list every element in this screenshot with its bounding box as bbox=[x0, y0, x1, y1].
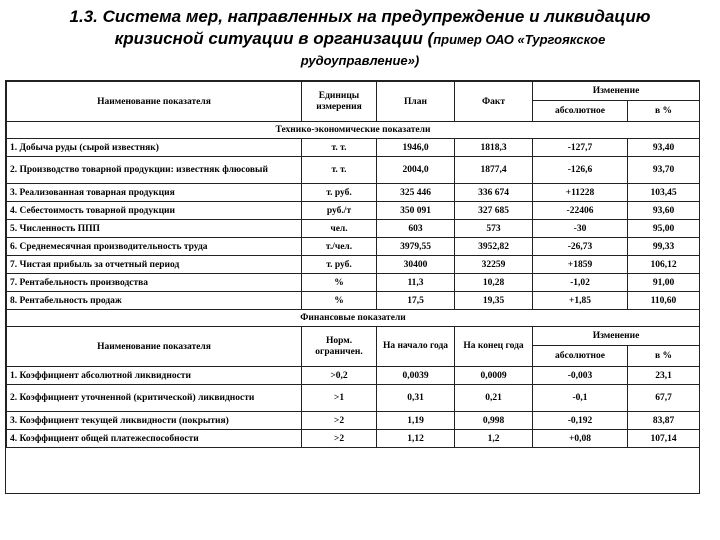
t2-cell-end: 0,21 bbox=[455, 385, 533, 412]
t2-header-end: На конец года bbox=[455, 327, 533, 367]
t1-cell-pct: 93,40 bbox=[628, 139, 700, 157]
t2-section-title: Финансовые показатели bbox=[7, 310, 700, 327]
t1-cell-unit: т. т. bbox=[302, 157, 377, 184]
t1-cell-pct: 93,70 bbox=[628, 157, 700, 184]
t1-row bbox=[7, 238, 700, 256]
t1-cell-fact: 19,35 bbox=[455, 292, 533, 310]
t1-cell-fact: 1818,3 bbox=[455, 139, 533, 157]
t2-cell-start: 1,12 bbox=[377, 430, 455, 448]
t1-cell-unit: т. руб. bbox=[302, 256, 377, 274]
t2-row bbox=[7, 367, 700, 385]
t1-row bbox=[7, 256, 700, 274]
t1-cell-abs: -126,6 bbox=[533, 157, 628, 184]
t2-cell-pct: 107,14 bbox=[628, 430, 700, 448]
indicators-table-sheet bbox=[5, 80, 700, 494]
t2-body bbox=[7, 367, 700, 448]
title-line-2-sub: пример ОАО «Тургоякское bbox=[433, 32, 606, 47]
t1-cell-fact: 327 685 bbox=[455, 202, 533, 220]
title-line-2 bbox=[0, 28, 720, 51]
t2-cell-limit: >2 bbox=[302, 430, 377, 448]
t1-cell-name: 5. Численность ППП bbox=[7, 220, 302, 238]
t1-row bbox=[7, 202, 700, 220]
t1-cell-unit: т./чел. bbox=[302, 238, 377, 256]
t2-cell-name: 1. Коэффициент абсолютной ликвидности bbox=[7, 367, 302, 385]
t1-cell-name: 4. Себестоимость товарной продукции bbox=[7, 202, 302, 220]
t1-cell-abs: -127,7 bbox=[533, 139, 628, 157]
t1-cell-abs: -1,02 bbox=[533, 274, 628, 292]
t2-cell-start: 0,0039 bbox=[377, 367, 455, 385]
t1-header-pct: в % bbox=[628, 101, 700, 122]
t1-cell-name: 1. Добыча руды (сырой известняк) bbox=[7, 139, 302, 157]
t2-cell-pct: 67,7 bbox=[628, 385, 700, 412]
t1-cell-plan: 11,3 bbox=[377, 274, 455, 292]
t2-cell-abs: -0,003 bbox=[533, 367, 628, 385]
t1-cell-fact: 32259 bbox=[455, 256, 533, 274]
t1-row bbox=[7, 220, 700, 238]
t1-cell-name: 3. Реализованная товарная продукция bbox=[7, 184, 302, 202]
t1-cell-name: 6. Среднемесячная производительность труда bbox=[7, 238, 302, 256]
t1-row bbox=[7, 184, 700, 202]
t1-cell-name: 7. Чистая прибыль за отчетный период bbox=[7, 256, 302, 274]
t1-cell-abs: +11228 bbox=[533, 184, 628, 202]
t1-header-unit: Единицы измерения bbox=[302, 82, 377, 122]
t1-row bbox=[7, 274, 700, 292]
t1-cell-fact: 573 bbox=[455, 220, 533, 238]
t1-cell-pct: 110,60 bbox=[628, 292, 700, 310]
t1-cell-pct: 106,12 bbox=[628, 256, 700, 274]
t1-header-abs: абсолютное bbox=[533, 101, 628, 122]
t2-cell-end: 0,0009 bbox=[455, 367, 533, 385]
slide-title bbox=[0, 6, 720, 71]
t2-header-change: Изменение bbox=[533, 327, 700, 346]
t1-row bbox=[7, 139, 700, 157]
t2-cell-pct: 83,87 bbox=[628, 412, 700, 430]
t1-cell-pct: 95,00 bbox=[628, 220, 700, 238]
title-line-1: 1.3. Система мер, направленных на предупреждение и ликвидацию bbox=[69, 7, 651, 26]
t1-cell-abs: -22406 bbox=[533, 202, 628, 220]
t1-cell-fact: 3952,82 bbox=[455, 238, 533, 256]
t1-header-name: Наименование показателя bbox=[7, 82, 302, 122]
t2-cell-name: 3. Коэффициент текущей ликвидности (покрытия) bbox=[7, 412, 302, 430]
t1-cell-plan: 17,5 bbox=[377, 292, 455, 310]
t2-header-limit: Норм. ограничен. bbox=[302, 327, 377, 367]
t2-header-start: На начало года bbox=[377, 327, 455, 367]
indicators-table bbox=[6, 81, 700, 448]
t2-header-pct: в % bbox=[628, 346, 700, 367]
t1-cell-unit: % bbox=[302, 292, 377, 310]
title-line-3: рудоуправление») bbox=[300, 53, 420, 68]
t1-cell-pct: 99,33 bbox=[628, 238, 700, 256]
title-line-2-main: кризисной ситуации в организации ( bbox=[114, 29, 434, 48]
t1-cell-plan: 325 446 bbox=[377, 184, 455, 202]
t2-cell-name: 4. Коэффициент общей платежеспособности bbox=[7, 430, 302, 448]
t1-cell-abs: -30 bbox=[533, 220, 628, 238]
t1-cell-abs: -26,73 bbox=[533, 238, 628, 256]
t2-cell-start: 1,19 bbox=[377, 412, 455, 430]
t1-section-title: Технико-экономические показатели bbox=[7, 122, 700, 139]
t1-header-fact: Факт bbox=[455, 82, 533, 122]
t1-row bbox=[7, 292, 700, 310]
t2-row bbox=[7, 385, 700, 412]
t2-cell-pct: 23,1 bbox=[628, 367, 700, 385]
t2-cell-limit: >0,2 bbox=[302, 367, 377, 385]
t1-row bbox=[7, 157, 700, 184]
t1-cell-unit: % bbox=[302, 274, 377, 292]
t1-cell-plan: 2004,0 bbox=[377, 157, 455, 184]
t1-cell-name: 7. Рентабельность производства bbox=[7, 274, 302, 292]
t1-cell-plan: 30400 bbox=[377, 256, 455, 274]
t1-cell-unit: руб./т bbox=[302, 202, 377, 220]
t2-header-abs: абсолютное bbox=[533, 346, 628, 367]
t2-cell-name: 2. Коэффициент уточненной (критической) ликвидности bbox=[7, 385, 302, 412]
t1-cell-fact: 1877,4 bbox=[455, 157, 533, 184]
t2-cell-abs: -0,192 bbox=[533, 412, 628, 430]
t2-cell-start: 0,31 bbox=[377, 385, 455, 412]
t2-cell-limit: >2 bbox=[302, 412, 377, 430]
t2-cell-end: 0,998 bbox=[455, 412, 533, 430]
t1-cell-plan: 350 091 bbox=[377, 202, 455, 220]
t1-body bbox=[7, 139, 700, 310]
t1-cell-plan: 3979,55 bbox=[377, 238, 455, 256]
t1-cell-name: 2. Производство товарной продукции: известняк флюсовый bbox=[7, 157, 302, 184]
t1-cell-pct: 93,60 bbox=[628, 202, 700, 220]
t1-cell-plan: 1946,0 bbox=[377, 139, 455, 157]
t1-cell-unit: т. т. bbox=[302, 139, 377, 157]
t2-row bbox=[7, 430, 700, 448]
t1-header-plan: План bbox=[377, 82, 455, 122]
t1-cell-name: 8. Рентабельность продаж bbox=[7, 292, 302, 310]
t2-cell-abs: -0,1 bbox=[533, 385, 628, 412]
t1-header-change: Изменение bbox=[533, 82, 700, 101]
t1-cell-pct: 91,00 bbox=[628, 274, 700, 292]
t1-cell-unit: т. руб. bbox=[302, 184, 377, 202]
t2-cell-abs: +0,08 bbox=[533, 430, 628, 448]
t1-cell-abs: +1859 bbox=[533, 256, 628, 274]
t1-cell-pct: 103,45 bbox=[628, 184, 700, 202]
t2-cell-limit: >1 bbox=[302, 385, 377, 412]
t2-row bbox=[7, 412, 700, 430]
t1-cell-fact: 10,28 bbox=[455, 274, 533, 292]
t1-cell-unit: чел. bbox=[302, 220, 377, 238]
t2-header-name: Наименование показателя bbox=[7, 327, 302, 367]
t1-cell-fact: 336 674 bbox=[455, 184, 533, 202]
t1-cell-abs: +1,85 bbox=[533, 292, 628, 310]
t2-cell-end: 1,2 bbox=[455, 430, 533, 448]
t1-cell-plan: 603 bbox=[377, 220, 455, 238]
